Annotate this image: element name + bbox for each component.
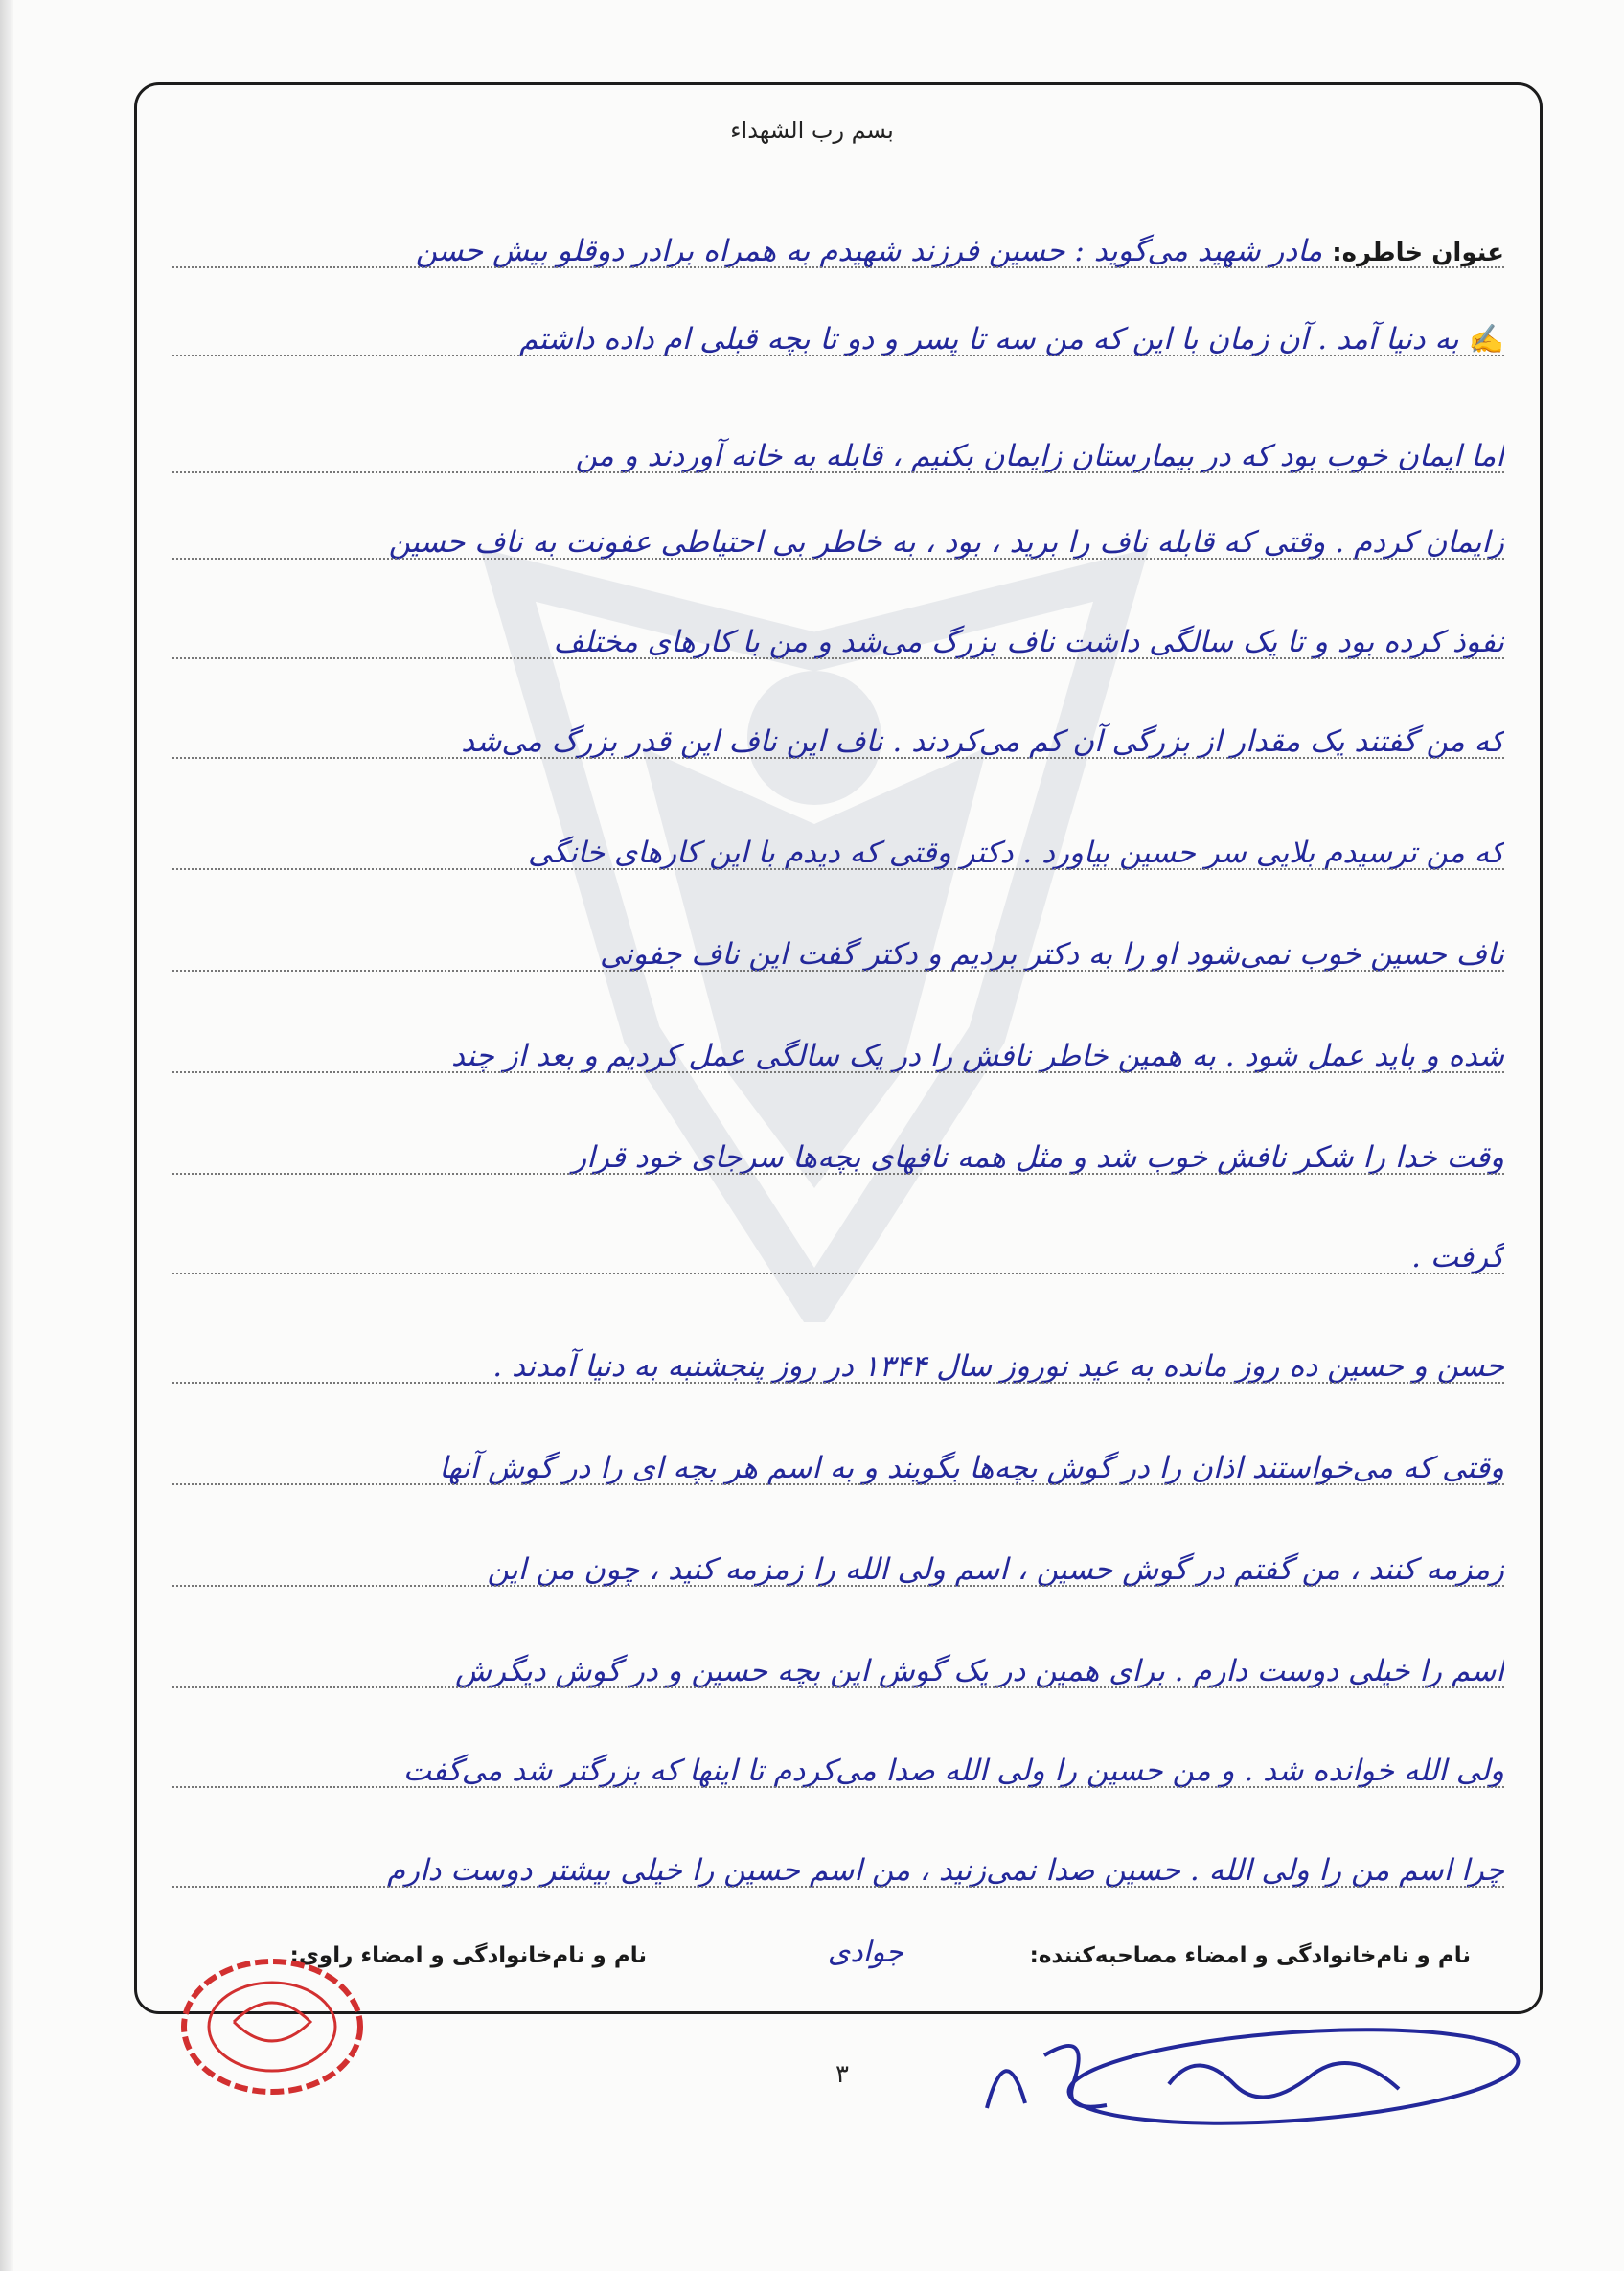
memory-line: حسن و حسین ده روز مانده به عید نوروز سال ۱۳۴۴ در روز پنجشنبه به دنیا آمدند . — [172, 1332, 1504, 1401]
pen-icon: ✍ — [1468, 323, 1504, 356]
red-stamp-seal — [176, 1955, 368, 2099]
memory-line: ولی الله خوانده شد . و من حسین را ولی الله صدا می‌کردم تا اینها که بزرگتر شد می‌گفت — [172, 1736, 1504, 1805]
memory-line: اسم را خیلی دوست دارم . برای همین در یک گوش این بچه حسین و در گوش دیگرش — [172, 1637, 1504, 1706]
memory-line: وقتی که می‌خواستند اذان را در گوش بچه‌ها بگویند و به اسم هر بچه ای را در گوش آنها — [172, 1434, 1504, 1503]
memory-line: شده و باید عمل شود . به همین خاطر نافش را در یک سالگی عمل کردیم و بعد از چند — [172, 1021, 1504, 1090]
memory-line: ناف حسین خوب نمی‌شود او را به دکتر بردیم و دکتر گفت این ناف جفونی — [172, 920, 1504, 989]
memory-line: اما ایمان خوب بود که در بیمارستان زایمان بکنیم ، قابله به خانه آوردند و من — [172, 422, 1504, 491]
paper-edge — [0, 0, 13, 2271]
memory-title-text: مادر شهید می‌گوید : حسین فرزند شهیدم به همراه برادر دوقلو بیش حسن — [415, 234, 1323, 268]
page-header-title: بسم رب الشهداء — [730, 117, 894, 144]
narrator-signature — [949, 2017, 1523, 2142]
memory-line: که من ترسیدم بلایی سر حسین بیاورد . دکتر وقتی که دیدم با این کارهای خانگی — [172, 818, 1504, 887]
memory-line: زایمان کردم . وقتی که قابله ناف را برید ، بود ، به خاطر بی احتیاطی عفونت به ناف حسین — [172, 508, 1504, 577]
memory-line: گرفت . — [172, 1223, 1504, 1292]
memory-title-label: عنوان خاطره: — [1332, 239, 1504, 267]
memory-line: نفوذ کرده بود و تا یک سالگی داشت ناف بزرگ می‌شد و من با کارهای مختلف — [172, 608, 1504, 677]
page-number: ٣ — [835, 2060, 849, 2089]
interviewer-name: جوادی — [827, 1936, 903, 1969]
memory-line — [172, 305, 1504, 374]
narrator-label: نام و نام‌خانوادگی و امضاء راوی: — [289, 1943, 647, 1968]
memory-title-line — [172, 217, 1504, 286]
memory-line-text: به دنیا آمد . آن زمان با این که من سه تا پسر و دو تا بچه قبلی ام داده داشتم — [519, 322, 1459, 356]
memory-line: زمزمه کنند ، من گفتم در گوش حسین ، اسم ولی الله را زمزمه کنید ، چون من این — [172, 1535, 1504, 1604]
memory-line: چرا اسم من را ولی الله . حسین صدا نمی‌زنید ، من اسم حسین را خیلی بیشتر دوست دارم — [172, 1836, 1504, 1905]
memory-line: که من گفتند یک مقدار از بزرگی آن کم می‌کردند . ناف این ناف این قدر بزرگ می‌شد — [172, 707, 1504, 776]
interviewer-label: نام و نام‌خانوادگی و امضاء مصاحبه‌کننده: — [1029, 1943, 1471, 1968]
memory-line: وقت خدا را شکر نافش خوب شد و مثل همه نافهای بچه‌ها سرجای خود قرار — [172, 1123, 1504, 1192]
